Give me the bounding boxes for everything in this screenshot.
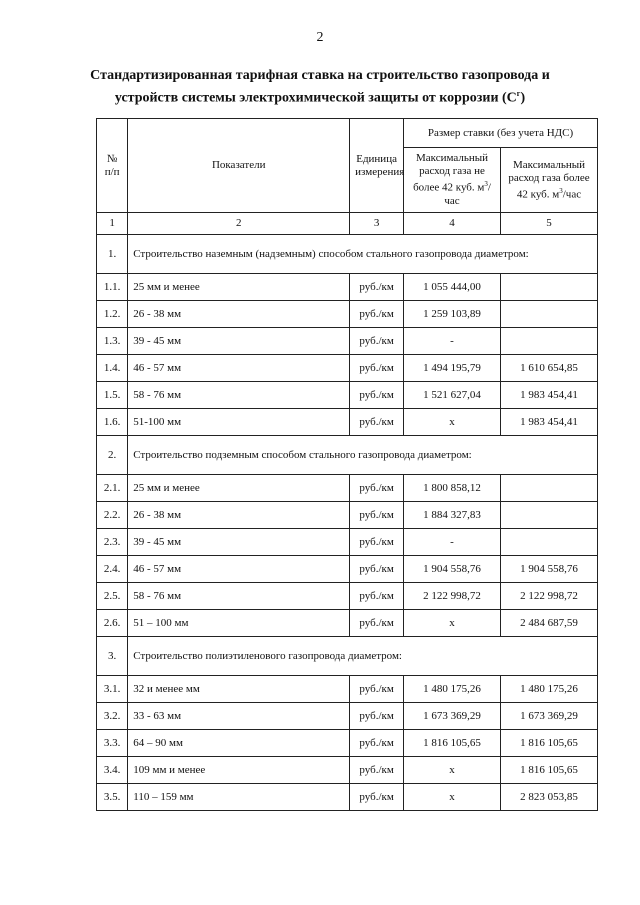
row-unit: руб./км [350, 502, 404, 529]
row-number: 3.3. [97, 730, 128, 757]
row-unit: руб./км [350, 355, 404, 382]
header-m3-sup: 3 [484, 180, 488, 189]
row-number: 3.1. [97, 676, 128, 703]
row-number: 3.4. [97, 757, 128, 784]
rate-gt-42: 2 823 053,85 [500, 784, 597, 811]
rate-le-42: х [404, 409, 501, 436]
rate-le-42: 1 494 195,79 [404, 355, 501, 382]
header-num: № п/п [97, 119, 128, 213]
column-number: 1 [97, 213, 128, 235]
section-row [97, 436, 598, 475]
row-number: 1.6. [97, 409, 128, 436]
row-unit: руб./км [350, 556, 404, 583]
row-indicator: 39 - 45 мм [128, 529, 350, 556]
title-closing: ) [520, 90, 526, 106]
rate-le-42: 1 800 858,12 [404, 475, 501, 502]
rate-gt-42: 1 983 454,41 [500, 409, 597, 436]
rate-gt-42: 1 673 369,29 [500, 703, 597, 730]
row-number: 1.5. [97, 382, 128, 409]
header-max-le-42 [404, 148, 501, 213]
page-number: 2 [316, 30, 324, 45]
rate-gt-42 [500, 475, 597, 502]
row-number: 2.4. [97, 556, 128, 583]
row-indicator: 25 мм и менее [128, 274, 350, 301]
rate-gt-42 [500, 274, 597, 301]
rate-gt-42 [500, 301, 597, 328]
table-row [97, 328, 598, 355]
row-unit: руб./км [350, 610, 404, 637]
rate-gt-42 [500, 502, 597, 529]
header-max-le-42-text: Максимальный расход газа не более 42 куб. м [413, 152, 489, 194]
table-row [97, 301, 598, 328]
row-unit: руб./км [350, 382, 404, 409]
row-unit: руб./км [350, 529, 404, 556]
rate-gt-42 [500, 529, 597, 556]
rate-le-42: - [404, 529, 501, 556]
row-unit: руб./км [350, 784, 404, 811]
header-max-gt-42 [500, 148, 597, 213]
table-row [97, 355, 598, 382]
table-row [97, 556, 598, 583]
rate-gt-42: 1 816 105,65 [500, 730, 597, 757]
rate-le-42: 1 673 369,29 [404, 703, 501, 730]
rate-le-42: 1 480 175,26 [404, 676, 501, 703]
row-number: 3.5. [97, 784, 128, 811]
table-row [97, 529, 598, 556]
row-number: 1.1. [97, 274, 128, 301]
row-number: 3.2. [97, 703, 128, 730]
rate-gt-42: 2 122 998,72 [500, 583, 597, 610]
table-row [97, 784, 598, 811]
rate-le-42: 1 521 627,04 [404, 382, 501, 409]
row-indicator: 33 - 63 мм [128, 703, 350, 730]
row-number: 2.2. [97, 502, 128, 529]
table-row [97, 730, 598, 757]
rate-le-42: х [404, 757, 501, 784]
section-title: Строительство полиэтиленового газопровода диаметром: [128, 637, 598, 676]
row-indicator: 58 - 76 мм [128, 382, 350, 409]
row-unit: руб./км [350, 328, 404, 355]
row-indicator: 51-100 мм [128, 409, 350, 436]
section-number: 2. [97, 436, 128, 475]
row-unit: руб./км [350, 730, 404, 757]
table-row [97, 475, 598, 502]
rate-le-42: х [404, 784, 501, 811]
row-indicator: 32 и менее мм [128, 676, 350, 703]
table-row [97, 757, 598, 784]
rate-le-42: 1 259 103,89 [404, 301, 501, 328]
rate-le-42: х [404, 610, 501, 637]
header-indicator: Показатели [128, 119, 350, 213]
row-number: 2.6. [97, 610, 128, 637]
row-indicator: 110 – 159 мм [128, 784, 350, 811]
column-number: 2 [128, 213, 350, 235]
column-number: 4 [404, 213, 501, 235]
row-number: 2.5. [97, 583, 128, 610]
table-row [97, 676, 598, 703]
row-unit: руб./км [350, 409, 404, 436]
row-indicator: 26 - 38 мм [128, 502, 350, 529]
rate-gt-42: 1 610 654,85 [500, 355, 597, 382]
header-unit: Единица измерения [350, 119, 404, 213]
rate-gt-42: 1 480 175,26 [500, 676, 597, 703]
row-indicator: 51 – 100 мм [128, 610, 350, 637]
row-unit: руб./км [350, 703, 404, 730]
table-row [97, 583, 598, 610]
rate-le-42: 1 884 327,83 [404, 502, 501, 529]
section-number: 3. [97, 637, 128, 676]
rate-gt-42: 1 983 454,41 [500, 382, 597, 409]
table-body [97, 235, 598, 811]
row-unit: руб./км [350, 676, 404, 703]
table-row [97, 502, 598, 529]
rate-gt-42: 1 904 558,76 [500, 556, 597, 583]
document-title [60, 67, 580, 108]
title-superscript: г [516, 89, 521, 98]
row-number: 1.3. [97, 328, 128, 355]
row-unit: руб./км [350, 583, 404, 610]
rate-le-42: 1 055 444,00 [404, 274, 501, 301]
column-number: 5 [500, 213, 597, 235]
row-indicator: 109 мм и менее [128, 757, 350, 784]
rate-le-42: 1 816 105,65 [404, 730, 501, 757]
header-m3-sup: 3 [559, 186, 563, 195]
section-title: Строительство подземным способом стального газопровода диаметром: [128, 436, 598, 475]
row-indicator: 64 – 90 мм [128, 730, 350, 757]
table-row [97, 274, 598, 301]
section-row [97, 235, 598, 274]
row-indicator: 39 - 45 мм [128, 328, 350, 355]
column-number-row [97, 213, 598, 235]
row-indicator: 46 - 57 мм [128, 556, 350, 583]
row-indicator: 26 - 38 мм [128, 301, 350, 328]
header-per-hour: /час [562, 188, 582, 201]
section-row [97, 637, 598, 676]
rate-le-42: 1 904 558,76 [404, 556, 501, 583]
header-per-hour: /час [444, 181, 491, 207]
table-row [97, 703, 598, 730]
row-number: 1.4. [97, 355, 128, 382]
row-indicator: 58 - 76 мм [128, 583, 350, 610]
section-number: 1. [97, 235, 128, 274]
row-unit: руб./км [350, 301, 404, 328]
row-unit: руб./км [350, 475, 404, 502]
rate-gt-42: 2 484 687,59 [500, 610, 597, 637]
row-unit: руб./км [350, 757, 404, 784]
table-row [97, 610, 598, 637]
table-row [97, 382, 598, 409]
section-title: Строительство наземным (надземным) способом стального газопровода диаметром: [128, 235, 598, 274]
row-number: 2.1. [97, 475, 128, 502]
row-indicator: 25 мм и менее [128, 475, 350, 502]
rate-le-42: 2 122 998,72 [404, 583, 501, 610]
rate-le-42: - [404, 328, 501, 355]
row-indicator: 46 - 57 мм [128, 355, 350, 382]
header-rate-group: Размер ставки (без учета НДС) [404, 119, 598, 148]
row-number: 1.2. [97, 301, 128, 328]
column-number: 3 [350, 213, 404, 235]
rate-gt-42 [500, 328, 597, 355]
table-row [97, 409, 598, 436]
tariff-table [96, 118, 598, 811]
rate-gt-42: 1 816 105,65 [500, 757, 597, 784]
row-number: 2.3. [97, 529, 128, 556]
title-text: Стандартизированная тарифная ставка на строительство газопровода и устройств системы электрохимической защиты от коррозии (С [90, 68, 550, 106]
header-max-gt-42-text: Максимальный расход газа более 42 куб. м [508, 158, 590, 201]
row-unit: руб./км [350, 274, 404, 301]
